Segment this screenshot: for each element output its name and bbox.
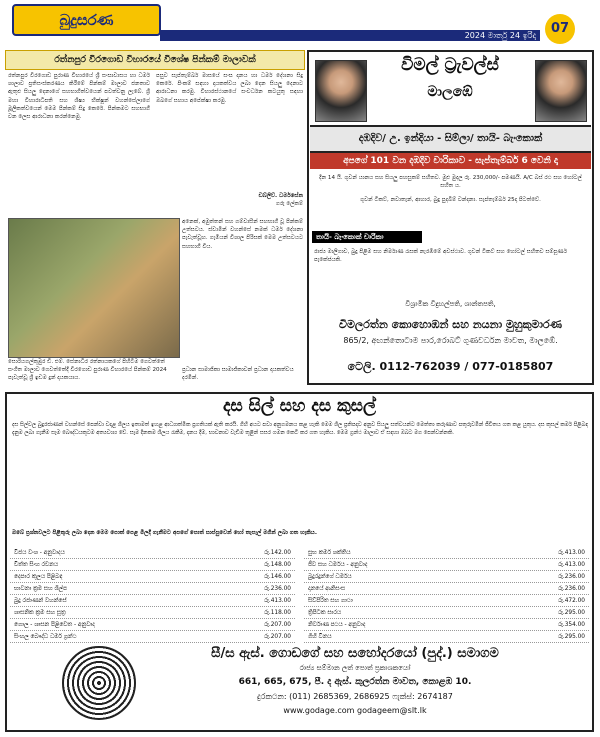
list-item: දෙපාර කුලය පිළිබඳ රු.146.00 bbox=[10, 572, 295, 583]
publisher-name: සී/ස ඇස්. ගොඩගේ සහ සහෝදරයෝ (පුද්.) සමාගම bbox=[211, 646, 499, 661]
book-ad-title: දස සිල් සහ දස කුසල් bbox=[222, 396, 376, 416]
article-column-3: අනෙක්, අමුත්තන් සහ ගම්වාසීන් සහභාගී වූ පින්කම් උත්සවය. ස්වාමීන් වහන්සේ නමක් ධර්ම දේශනා පැවැත්වූහ. ගැමියන් විශාල පිරිසක් මෙම උත්සවයට සහභාගී විය. bbox=[182, 219, 303, 250]
list-item: ගිහි විනය රු.295.00 bbox=[304, 632, 589, 643]
photo-caption-1: සොරියගල්කුඹුර ඩී. එම්. සේනාධීර රත්නායකගේ පිහිටීම ගෙවත්තේ සංගීත මාලාව ගෙවත්තේදී වීරගොඩ පුරාණ විහාරයේ පින්කම් 2024 පැවැත්වූ ශ්‍රී ඉඩම දුන් දායකයාය. bbox=[8, 359, 167, 381]
publisher-address: 661, 665, 675, පී. ද ඇස්. කුලරත්න මාවත, කොළඹ 10. bbox=[238, 677, 472, 687]
publisher-description: රාජ්‍ය සම්මාන ලත් පොත් ප්‍රකාශකයෝ bbox=[299, 664, 411, 672]
list-item: ගොල - ශාසන පිළිවෙත - අනුවාද රු.207.00 bbox=[10, 620, 295, 631]
ad-route: දඹදිව/ උ. ඉන්දියා - සිම්ලා/ තායි- බැංකොක් bbox=[310, 125, 591, 153]
list-item: ත්‍රිපිටක සාරය රු.295.00 bbox=[304, 608, 589, 619]
photo-caption-2: ප්‍රධාන සාමාජිකා සාමාජිකාවන් ප්‍රධාන දායකත්වය දරමින්. bbox=[182, 367, 294, 381]
list-item: සුභ කර්ම ශක්තිය රු.413.00 bbox=[304, 548, 589, 559]
masthead-logo: බුදුසරණ bbox=[12, 4, 161, 36]
publisher-phone: දුරකථන: (011) 2685369, 2686925 ෆැක්ස්: 2674187 bbox=[257, 692, 453, 701]
thai-tour-text: රාජ්‍ය මාලිගාව, බුදු පිළිම සහ නිර්මාණ රැසක් නැරඹීමේ අවස්ථාව. ගුවන් ටිකට් සහ හෝටල් සහිතව සම්පූර්ණ පැකේජයකි. bbox=[314, 249, 567, 263]
header-date: 2024 මාර්තු 24 ඉරිදා bbox=[464, 31, 536, 40]
company-address: 865/2, අඟන්තොටාම පාර,රොබට් ගුණවර්ධන මාවත, මාලඹේ. bbox=[343, 336, 558, 345]
trip-banner: අපගේ 101 වන දඹදිව චාරිකාව - සැප්තැම්බර් 6 වෙනි දා bbox=[310, 153, 591, 169]
article-signature: ඩබ්ලිව්. ධර්මසේන bbox=[258, 193, 303, 199]
list-item: භාවනා ක්‍රම සහ ශිල්ප රු.236.00 bbox=[10, 584, 295, 595]
trip-details: දින 14 යි. ගුවන් යානය සහ සියලු පහසුකම් සහිතව. මුළු මුදල රු. 230,000/- පමණයි. A/C බස් රථ සහ හෝටල් සහිත ය. bbox=[319, 175, 582, 189]
list-item: නිර්වාණ පථය - අනුවාද රු.354.00 bbox=[304, 620, 589, 631]
article-column-2: පසුව සැප්තැම්බර් මාසයේ සංඝ දානය හා ධර්ම දේශනා සිදු කෙරේ. පිංකම් සඳහා දායකත්වය ලබා දෙන සියලු දෙනාට ආරාධනා කරමු. විහාරස්ථානයේ සංවර්ධන කටයුතු සඳහා ඔබගේ සහාය අපේක්ෂා කරමු. bbox=[156, 73, 303, 104]
ad-portrait-left bbox=[315, 60, 367, 122]
article-signature-title: ගරු ලේකම් bbox=[275, 201, 303, 207]
article-column-1: රත්නපුර වීරගොඩ පුරාණ විහාරයේ ශ්‍රී සංඝාවාසය හා ධර්ම ශාලාව ප්‍රතිසංස්කරණය කිරීමේ පින්කම් මාලාව ජනතාව ඇතුළු සියලු දෙනාගේ සහභාගිත්වයෙන් පවත්වනු ලැබේ. ශ්‍රී මහා විහාරාධිපති සහ ශිෂ්‍ය භික්ෂූන් වහන්සේලාගේ මූලිකත්වයෙන් මෙම පින්කම් සිදු කෙරේ. පින්කමට සහභාගී වන ලෙස ආරාධනා කරන්නෙමු. bbox=[8, 73, 150, 121]
book-ad-intro: දස සිල්වල බුදුරජාණන් වහන්සේ පෙන්වා වදාළ ශීලය ඉතාමත් ඉහළ ආධ්‍යාත්මික ප්‍රගතියක් ඇති කරයි. ගිහි අයට පවා අනුගමනය කළ හැකි මෙම ශීල ප්‍රතිපදාව අනුව සියලු සත්වයන්ට මෙත්තා කරුණාව පතුරුවමින් ජීවිතය ගත කළ යුතුය. දස කුසල් කර්ම පිළිබඳ දැනුම ලබා ගැනීම සෑම බෞද්ධයකුටම අත්‍යවශ්‍ය වේ. සෑම දිනකම ශීලය රැකීම, දානය දීම, භාවනාව වැඩීම තුළින් සසර ගමන කෙටි කර ගත හැකිය. මෙම ග්‍රන්ථ මාලාව ඒ සඳහා ඔබට මග පෙන්වන්නකි. bbox=[12, 422, 588, 436]
ad-subtitle: මාලඹේ bbox=[427, 84, 473, 100]
list-item: සිව්පිරිත සහ ගාථා රු.472.00 bbox=[304, 596, 589, 607]
ad-portrait-right bbox=[535, 60, 587, 122]
list-item: ශාසනික ක්‍රම සහ සූත්‍ර රු.118.00 bbox=[10, 608, 295, 619]
list-item: විජය වංශ - අනුවාදය රු.142.00 bbox=[10, 548, 295, 559]
publisher-web: www.godage.com godageem@slt.lk bbox=[283, 706, 427, 715]
book-ad-notice: ඔබේ ප්‍රශ්නවලට පිළිතුරු ලබා දෙන මෙම පොත් පෙළ මිලදී ගැනීමට අපගේ පොත් සාප්පුවෙන් හෝ තැපැල් මගින් ලබා ගත හැකිය. bbox=[12, 530, 317, 536]
list-item: ජීව සහ ධර්මය - අනුවාද රු.413.00 bbox=[304, 560, 589, 571]
article-title: රත්නපුර වීරගොඩ විහාරයේ විශේෂ පින්කම් මාලාවක් bbox=[5, 50, 305, 70]
company-name: විමලරත්න කොහොඹන් සහ නයනා මුහුකුමාරණ bbox=[339, 318, 562, 331]
list-item: සිංහල බෞද්ධ ධර්ම ග්‍රන්ථ රු.207.00 bbox=[10, 632, 295, 643]
page-number: 07 bbox=[545, 14, 575, 44]
list-item: බුදු රජාණන් වහන්සේ රු.413.00 bbox=[10, 596, 295, 607]
company-phone: ටෙලි. 0112-762039 / 077-0185807 bbox=[347, 360, 554, 373]
trip-details-2: ගුවන් ටිකට්, නවාතැන්, ආහාර, බුදු පුදබිම් වන්දනා. සැප්තැම්බර් 25දා පිටත්වේ. bbox=[360, 197, 541, 203]
ad-title: විමල් ට්‍රැවල්ස් bbox=[401, 55, 499, 75]
list-item: බුදුරදුන්ගේ ධර්මය රු.236.00 bbox=[304, 572, 589, 583]
publisher-logo bbox=[62, 646, 136, 720]
company-label: විශ්‍රාමික විදුහල්පති, ශාන්තපති, bbox=[405, 300, 496, 308]
article-photo-1 bbox=[8, 218, 180, 358]
page-header bbox=[0, 0, 600, 44]
list-item: දානයේ ආනිසංස රු.236.00 bbox=[304, 584, 589, 595]
list-item: චිත්ත සිංහ රචනය රු.148.00 bbox=[10, 560, 295, 571]
thai-tour-label: තායි- බැංකොක් චාරිකා bbox=[312, 231, 422, 243]
